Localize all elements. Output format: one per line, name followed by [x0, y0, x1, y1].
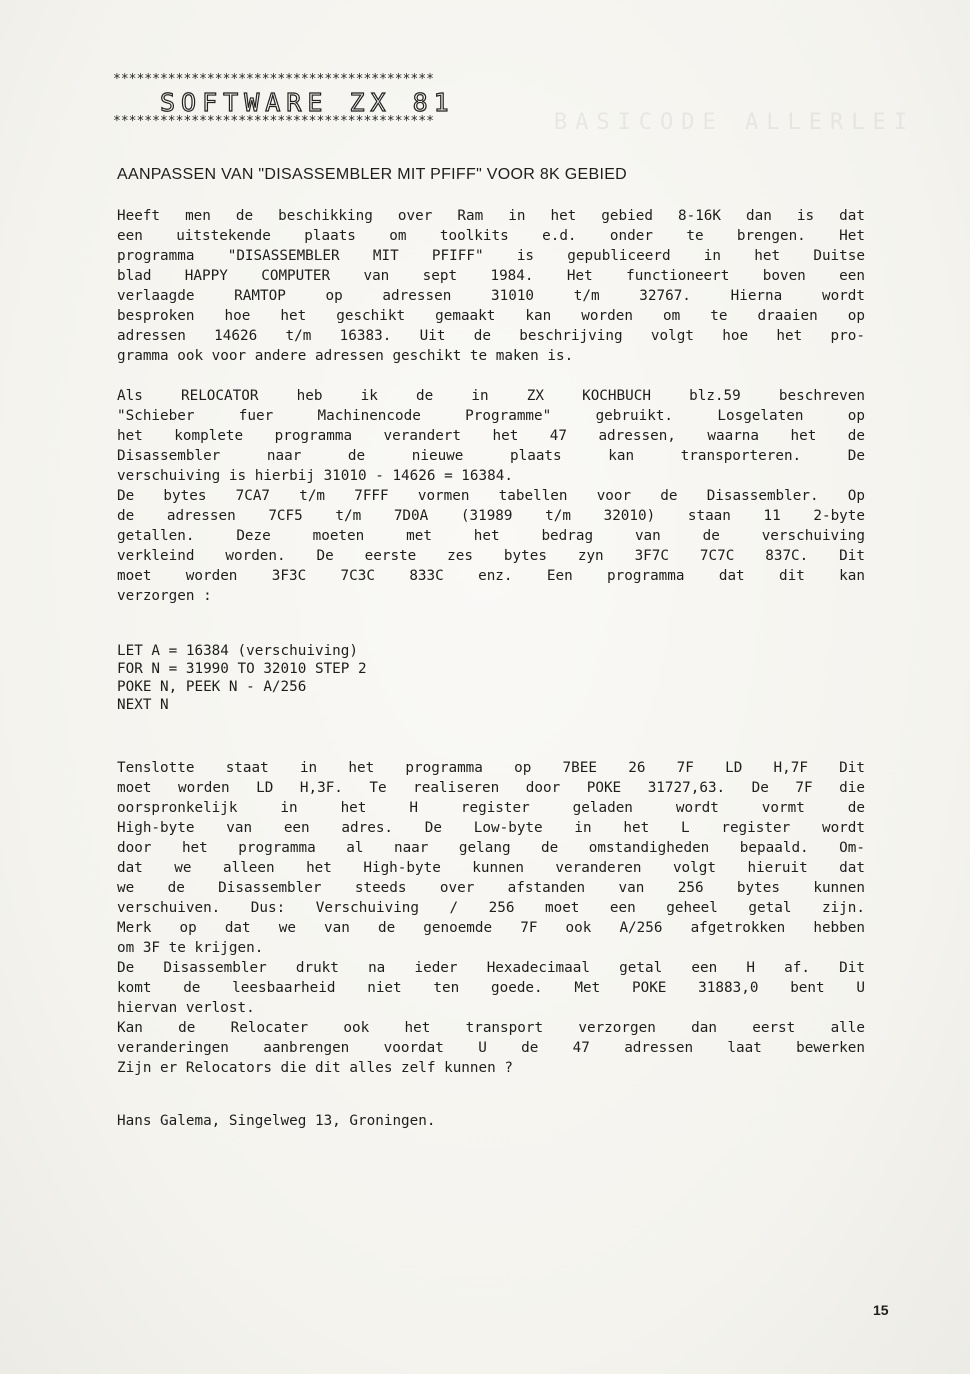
paragraph-relocator — [117, 386, 865, 606]
author-signature: Hans Galema, Singelweg 13, Groningen. — [117, 1113, 436, 1129]
text-line: oorspronkelijk in het H register geladen wordt vormt de — [117, 800, 865, 816]
text-line: Kan de Relocater ook het transport verzorgen dan eerst alle — [117, 1020, 865, 1036]
text-line: Disassembler naar de nieuwe plaats kan transporteren. De — [117, 448, 865, 464]
basic-code-listing — [117, 642, 367, 714]
text-line: dat we alleen het High-byte kunnen veranderen volgt hieruit dat — [117, 860, 865, 876]
text-line: programma "DISASSEMBLER MIT PFIFF" is gepubliceerd in het Duitse — [117, 248, 865, 264]
text-line: High-byte van een adres. De Low-byte in het L register wordt — [117, 820, 865, 836]
article-heading: AANPASSEN VAN "DISASSEMBLER MIT PFIFF" VOOR 8K GEBIED — [117, 166, 628, 183]
text-line: komt de leesbaarheid niet ten goede. Met POKE 31883,0 bent U — [117, 980, 865, 996]
code-line: LET A = 16384 (verschuiving) — [117, 643, 359, 659]
text-line: gramma ook voor andere adressen geschikt te maken is. — [117, 348, 574, 364]
text-line: De Disassembler drukt na ieder Hexadecimaal getal een H af. Dit — [117, 960, 865, 976]
text-line: verlaagde RAMTOP op adressen 31010 t/m 32767. Hierna wordt — [117, 288, 865, 304]
text-line: de adressen 7CF5 t/m 7D0A (31989 t/m 32010) staan 11 2-byte — [117, 508, 865, 524]
text-line: moet worden 3F3C 7C3C 833C enz. Een programma dat dit kan — [117, 568, 865, 584]
text-line: veranderingen aanbrengen voordat U de 47 adressen laat bewerken — [117, 1040, 865, 1056]
text-line: Als RELOCATOR heb ik de in ZX KOCHBUCH blz.59 beschreven — [117, 388, 865, 404]
text-line: Merk op dat we van de genoemde 7F ook A/256 afgetrokken hebben — [117, 920, 865, 936]
text-line: blad HAPPY COMPUTER van sept 1984. Het functioneert boven een — [117, 268, 865, 284]
text-line: een uitstekende plaats om toolkits e.d. onder te brengen. Het — [117, 228, 865, 244]
text-line: het komplete programma verandert het 47 adressen, waarna het de — [117, 428, 865, 444]
text-line: verschuiven. Dus: Verschuiving / 256 moet een geheel getal zijn. — [117, 900, 865, 916]
text-line: Tenslotte staat in het programma op 7BEE 26 7F LD H,7F Dit — [117, 760, 865, 776]
text-line: verschuiving is hierbij 31010 - 14626 = 16384. — [117, 468, 513, 484]
star-rule-top: ***************************************** — [113, 73, 434, 87]
text-line: "Schieber fuer Machinencode Programme" gebruikt. Losgelaten op — [117, 408, 865, 424]
text-line: hiervan verlost. — [117, 1000, 255, 1016]
code-line: FOR N = 31990 TO 32010 STEP 2 — [117, 661, 367, 677]
text-line: adressen 14626 t/m 16383. Uit de beschrijving volgt hoe het pro- — [117, 328, 865, 344]
bleed-through-text: BASICODE ALLERLEI — [553, 110, 915, 135]
star-rule-bottom: ***************************************** — [113, 115, 434, 129]
text-line: besproken hoe het geschikt gemaakt kan worden om te draaien op — [117, 308, 865, 324]
text-line: Heeft men de beschikking over Ram in het gebied 8-16K dan is dat — [117, 208, 865, 224]
text-line: De bytes 7CA7 t/m 7FFF vormen tabellen voor de Disassembler. Op — [117, 488, 865, 504]
text-line: verzorgen : — [117, 588, 212, 604]
text-line: door het programma al naar gelang de omstandigheden bepaald. Om- — [117, 840, 865, 856]
page-number: 15 — [873, 1302, 889, 1318]
text-line: verkleind worden. De eerste zes bytes zyn 3F7C 7C7C 837C. Dit — [117, 548, 865, 564]
text-line: Zijn er Relocators die dit alles zelf kunnen ? — [117, 1060, 513, 1076]
text-line: we de Disassembler steeds over afstanden van 256 bytes kunnen — [117, 880, 865, 896]
code-line: POKE N, PEEK N - A/256 — [117, 679, 307, 695]
text-line: om 3F te krijgen. — [117, 940, 264, 956]
text-line: getallen. Deze moeten met het bedrag van de verschuiving — [117, 528, 865, 544]
text-line: moet worden LD H,3F. Te realiseren door POKE 31727,63. De 7F die — [117, 780, 865, 796]
code-line: NEXT N — [117, 697, 169, 713]
paragraph-intro — [117, 206, 865, 366]
section-title: SOFTWARE ZX 81 — [160, 88, 455, 117]
paragraph-conclusion — [117, 758, 865, 1078]
